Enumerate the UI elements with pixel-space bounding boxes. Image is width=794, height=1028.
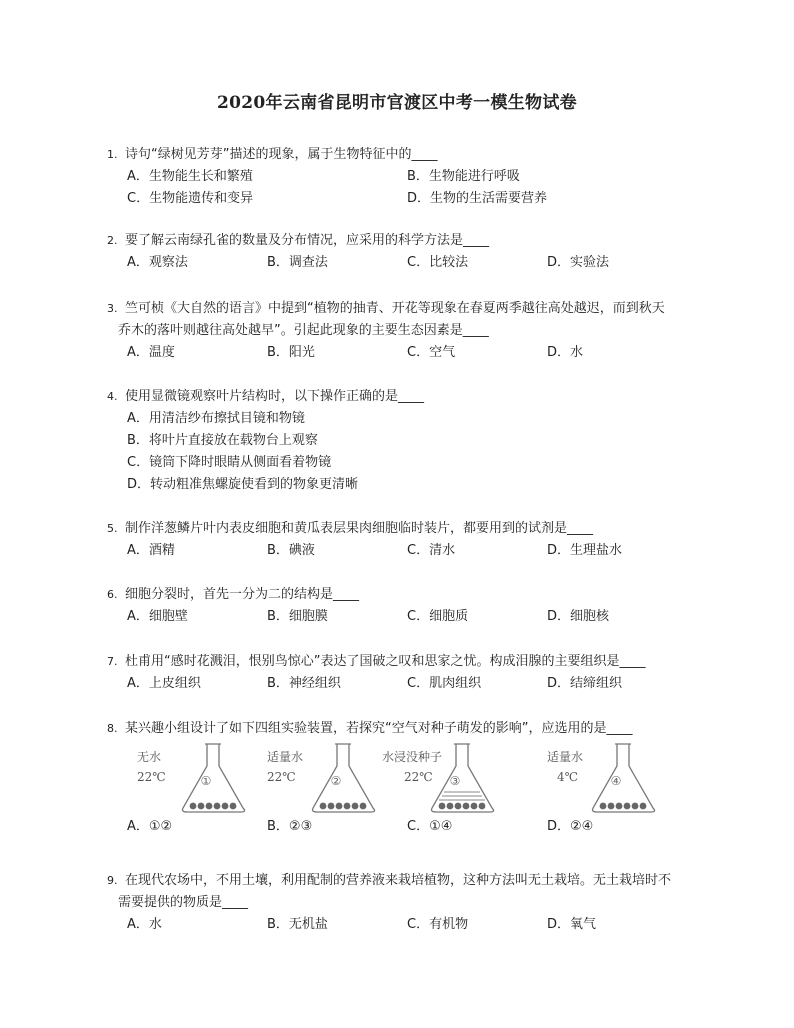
question-number: 4. (107, 390, 118, 403)
option-a: A．①② (127, 819, 173, 834)
question-number: 5. (107, 522, 118, 535)
option-c: C．清水 (407, 543, 456, 558)
options-row (107, 252, 707, 274)
option-d: D．结缔组织 (547, 676, 623, 691)
option-c: C．有机物 (407, 917, 469, 932)
option-a: A．细胞壁 (127, 609, 188, 624)
question-stem: 1. 诗句“绿树见芳芽”描述的现象，属于生物特征中的____ (107, 144, 707, 166)
flask-icon (305, 742, 385, 814)
flask-temperature: 22℃ (404, 770, 433, 784)
question-number: 2. (107, 234, 118, 247)
question-number: 8. (107, 722, 118, 735)
experiment-figure (107, 742, 707, 816)
option-b: B．碘液 (267, 543, 315, 558)
question-3 (107, 298, 707, 364)
option-a: A．水 (127, 917, 162, 932)
flask-condition: 无水 (137, 750, 162, 764)
options-row (107, 914, 707, 936)
flask-temperature: 22℃ (137, 770, 166, 784)
flask-label: ② (330, 774, 342, 788)
flask-2 (267, 742, 387, 816)
option-a: A．生物能生长和繁殖 (127, 169, 253, 184)
flask-condition: 适量水 (547, 750, 584, 764)
question-number: 7. (107, 655, 118, 668)
question-stem: 3. 竺可桢《大自然的语言》中提到“植物的抽青、开花等现象在春夏两季越往高处越迟，而到秋天 (107, 298, 707, 320)
flask-4 (547, 742, 667, 816)
options-row (107, 540, 707, 562)
option-b: B．调查法 (267, 255, 328, 270)
flask-3 (382, 742, 502, 816)
question-1 (107, 144, 707, 210)
option-a: A．用清洁纱布擦拭目镜和物镜 (127, 411, 305, 426)
option-c: C．①④ (407, 819, 453, 834)
question-stem: 7. 杜甫用“感时花溅泪，恨别鸟惊心”表达了国破之叹和思家之忧。构成泪腺的主要组织是____ (107, 651, 707, 673)
options-row (107, 188, 707, 210)
question-stem: 4. 使用显微镜观察叶片结构时，以下操作正确的是____ (107, 386, 707, 408)
options-row (107, 166, 707, 188)
option-b: B．细胞膜 (267, 609, 328, 624)
exam-title: 2020年云南省昆明市官渡区中考一模生物试卷 (217, 93, 577, 113)
question-number: 1. (107, 148, 118, 161)
flask-temperature: 4℃ (557, 770, 579, 784)
question-stem-continued: 需要提供的物质是____ (118, 895, 249, 910)
flask-1 (137, 742, 257, 816)
option-d: D．转动粗准焦螺旋使看到的物象更清晰 (127, 477, 359, 492)
flask-condition: 适量水 (267, 750, 304, 764)
option-c: C．比较法 (407, 255, 469, 270)
option-d: D．水 (547, 345, 584, 360)
options-row (107, 673, 707, 695)
options-row (107, 342, 707, 364)
option-d: D．细胞核 (547, 609, 610, 624)
option-c: C．空气 (407, 345, 456, 360)
option-b: B．将叶片直接放在载物台上观察 (127, 433, 318, 448)
flask-icon (175, 742, 255, 814)
option-b: B．阳光 (267, 345, 315, 360)
question-9 (107, 870, 707, 936)
question-8 (107, 718, 707, 838)
option-c: C．镜筒下降时眼睛从侧面看着物镜 (127, 455, 332, 470)
question-6 (107, 584, 707, 628)
option-c: C．生物能遗传和变异 (127, 191, 254, 206)
option-d: D．生理盐水 (547, 543, 623, 558)
flask-label: ① (200, 774, 212, 788)
option-d: D．实验法 (547, 255, 610, 270)
question-2 (107, 230, 707, 274)
flask-label: ③ (449, 774, 461, 788)
option-c: C．肌肉组织 (407, 676, 482, 691)
option-b: B．神经组织 (267, 676, 341, 691)
option-d: D．氧气 (547, 917, 597, 932)
option-a: A．酒精 (127, 543, 175, 558)
question-number: 9. (107, 874, 118, 887)
option-d: D．生物的生活需要营养 (407, 191, 548, 206)
options-row (107, 816, 707, 838)
flask-temperature: 22℃ (267, 770, 296, 784)
question-stem-continued: 乔木的落叶则越往高处越早”。引起此现象的主要生态因素是____ (118, 323, 489, 338)
question-stem: 6. 细胞分裂时，首先一分为二的结构是____ (107, 584, 707, 606)
flask-label: ④ (610, 774, 622, 788)
question-stem: 8. 某兴趣小组设计了如下四组实验装置，若探究“空气对种子萌发的影响”，应选用的是____ (107, 718, 707, 740)
question-stem: 5. 制作洋葱鳞片叶内表皮细胞和黄瓜表层果肉细胞临时装片，都要用到的试剂是____ (107, 518, 707, 540)
question-5 (107, 518, 707, 562)
question-number: 6. (107, 588, 118, 601)
option-b: B．②③ (267, 819, 313, 834)
option-c: C．细胞质 (407, 609, 469, 624)
option-a: A．观察法 (127, 255, 188, 270)
question-number: 3. (107, 302, 118, 315)
question-4 (107, 386, 707, 496)
option-b: B．生物能进行呼吸 (407, 169, 520, 184)
options-row (107, 606, 707, 628)
question-7 (107, 651, 707, 695)
flask-icon (585, 742, 665, 814)
flask-condition: 水浸没种子 (382, 750, 443, 764)
question-stem: 2. 要了解云南绿孔雀的数量及分布情况，应采用的科学方法是____ (107, 230, 707, 252)
option-a: A．上皮组织 (127, 676, 201, 691)
question-stem: 9. 在现代农场中，不用土壤，利用配制的营养液来栽培植物，这种方法叫无土栽培。无土栽培时不 (107, 870, 707, 892)
option-d: D．②④ (547, 819, 594, 834)
flask-icon (424, 742, 504, 814)
option-a: A．温度 (127, 345, 175, 360)
option-b: B．无机盐 (267, 917, 328, 932)
